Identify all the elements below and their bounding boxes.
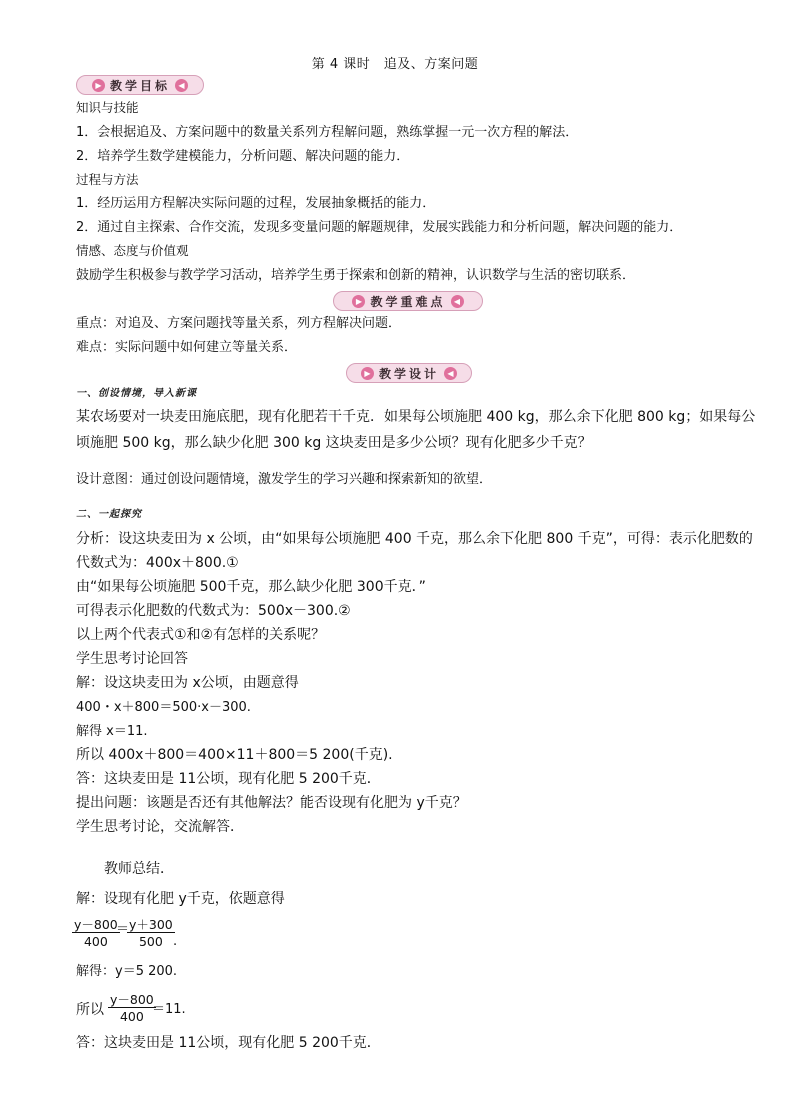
fraction-3-numerator: y－800 <box>110 992 154 1007</box>
analysis-line-3: 由“如果每公顷施肥 500千克，那么缺少化肥 300千克．” <box>76 579 426 595</box>
arrow-right-icon: ▶ <box>92 79 105 92</box>
design-header-label: 教学设计 <box>378 366 439 381</box>
fraction-3 <box>108 993 156 1024</box>
analysis-line-5: 以上两个代表式①和②有怎样的关系呢？ <box>76 627 326 643</box>
arrow-right-icon: ▶ <box>352 295 365 308</box>
section-2-heading: 二、一起探究 <box>76 509 142 520</box>
knowledge-item-2: 2．培养学生数学建模能力，分析问题、解决问题的能力． <box>76 149 410 164</box>
fraction-3-result: ＝11. <box>152 1002 186 1017</box>
answer-line-2: 答：这块麦田是 11公顷，现有化肥 5 200千克． <box>76 1035 381 1051</box>
analysis-line-4: 可得表示化肥数的代数式为：500x－300.② <box>76 603 351 619</box>
answer-line-1: 答：这块麦田是 11公顷，现有化肥 5 200千克． <box>76 771 381 787</box>
focus-point: 重点：对追及、方案问题找等量关系，列方程解决问题． <box>76 316 402 331</box>
process-heading: 过程与方法 <box>76 172 139 187</box>
objectives-header <box>76 75 204 95</box>
solution-line-1: 解：设这块麦田为 x公顷，由题意得 <box>76 675 299 691</box>
problem-line-1: 某农场要对一块麦田施底肥，现有化肥若干千克．如果每公顷施肥 400 kg，那么余下化肥 800 kg；如果每公 <box>76 409 756 425</box>
objectives-header-label: 教学目标 <box>109 78 170 93</box>
emotion-item-1: 鼓励学生积极参与教学学习活动，培养学生勇于探索和创新的精神，认识数学与生活的密切联系． <box>76 268 636 283</box>
fraction-2 <box>127 917 178 949</box>
fraction-3-denominator: 400 <box>119 1009 144 1024</box>
question-line: 提出问题：该题是否还有其他解法？能否设现有化肥为 y千克？ <box>76 795 467 811</box>
teacher-summary: 教师总结． <box>104 861 174 877</box>
arrow-right-icon: ▶ <box>361 367 374 380</box>
solution-2-line-1: 解：设现有化肥 y千克，依题意得 <box>76 891 285 907</box>
fraction-1-denominator: 400 <box>83 934 108 949</box>
key-points-header-label: 教学重难点 <box>370 294 446 309</box>
design-intent: 设计意图：通过创设问题情境，激发学生的学习兴趣和探索新知的欲望． <box>76 472 493 487</box>
analysis-line-1: 分析：设这块麦田为 x 公顷，由“如果每公顷施肥 400 千克，那么余下化肥 800 千克”，可得：表示化肥数的 <box>76 531 753 547</box>
design-header <box>346 363 472 383</box>
difficulty-point: 难点：实际问题中如何建立等量关系． <box>76 340 298 355</box>
page-title: 第 4 课时 追及、方案问题 <box>311 57 479 72</box>
solution-line-2: 解得 x＝11. <box>76 724 148 739</box>
fraction-equals: ＝ <box>116 922 130 937</box>
section-1-heading: 一、创设情境，导入新课 <box>76 388 197 399</box>
arrow-left-icon: ◀ <box>444 367 457 380</box>
so-label: 所以 <box>76 1002 104 1018</box>
analysis-line-2: 代数式为：400x＋800.① <box>76 555 239 571</box>
fraction-period: . <box>173 934 178 949</box>
process-item-2: 2．通过自主探索、合作交流，发现多变量问题的解题规律，发展实践能力和分析问题，解决问题的能力． <box>76 220 683 235</box>
solution-line-3: 所以 400x＋800＝400×11＋800＝5 200(千克). <box>76 747 393 763</box>
arrow-left-icon: ◀ <box>175 79 188 92</box>
knowledge-heading: 知识与技能 <box>76 100 139 115</box>
key-points-header <box>333 291 483 311</box>
arrow-left-icon: ◀ <box>451 295 464 308</box>
fraction-2-numerator: y＋300 <box>129 917 173 932</box>
knowledge-item-1: 1．会根据追及、方案问题中的数量关系列方程解问题，熟练掌握一元一次方程的解法． <box>76 125 579 140</box>
solution-2-line-2: 解得：y＝5 200. <box>76 964 178 979</box>
problem-line-2: 顷施肥 500 kg，那么缺少化肥 300 kg 这块麦田是多少公顷？现有化肥多少千克？ <box>76 435 592 451</box>
process-item-1: 1．经历运用方程解决实际问题的过程，发展抽象概括的能力． <box>76 196 436 211</box>
equation-line-1: 400・x＋800＝500·x－300. <box>76 700 251 715</box>
analysis-line-6: 学生思考讨论回答 <box>76 651 188 667</box>
fraction-1-numerator: y－800 <box>74 917 118 932</box>
discussion-line: 学生思考讨论，交流解答． <box>76 819 244 835</box>
fraction-2-denominator: 500 <box>138 934 163 949</box>
emotion-heading: 情感、态度与价值观 <box>76 243 189 258</box>
fraction-1 <box>72 918 120 949</box>
